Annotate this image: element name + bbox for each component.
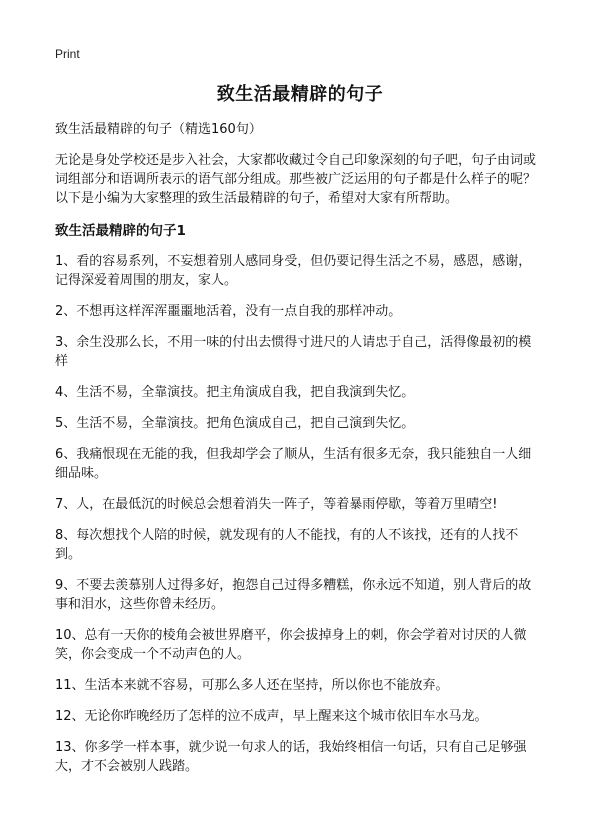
section-heading: 致生活最精辟的句子1 [55,223,186,239]
article-subtitle: 致生活最精辟的句子（精选160句） [55,122,262,137]
list-item: 2、不想再这样浑浑噩噩地活着，没有一点自我的那样冲动。 [55,304,402,319]
list-item: 4、生活不易，全靠演技。把主角演成自我，把自我演到失忆。 [55,385,415,400]
list-item: 6、我痛恨现在无能的我，但我却学会了顺从，生活有很多无奈，我只能独自一人细细品味。 [55,447,532,481]
list-item: 11、生活本来就不容易，可那么多人还在坚持，所以你也不能放弃。 [55,678,449,693]
page-title: 致生活最精辟的句子 [216,84,384,105]
article-intro: 无论是身处学校还是步入社会，大家都收藏过令自己印象深刻的句子吧，句子由词或词组部分和语调所表示的语气部分组成。那些被广泛运用的句子都是什么样子的呢？以下是小编为大家整理的致生活最精辟的句子，希望对大家有所帮助。 [55,153,537,206]
list-item: 1、看的容易系列，不妄想着别人感同身受，但仍要记得生活之不易，感恩，感谢，记得深爱着周围的朋友，家人。 [55,254,532,288]
list-item: 13、你多学一样本事，就少说一句求人的话，我始终相信一句话，只有自己足够强大，才不会被别人践踏。 [55,740,527,774]
list-item: 9、不要去羡慕别人过得多好，抱怨自己过得多糟糕，你永远不知道，别人背后的故事和泪水，这些你曾未经历。 [55,578,532,612]
list-item: 5、生活不易，全靠演技。把角色演成自己，把自己演到失忆。 [55,416,415,431]
article-body [55,120,544,788]
print-link[interactable]: Print [55,47,80,61]
list-item: 10、总有一天你的棱角会被世界磨平，你会拔掉身上的刺，你会学着对讨厌的人微笑，你会变成一个不动声色的人。 [55,628,527,662]
list-item: 8、每次想找个人陪的时候，就发现有的人不能找，有的人不该找，还有的人找不到。 [55,528,519,562]
list-item: 7、人，在最低沉的时候总会想着消失一阵子，等着暴雨停歇，等着万里晴空! [55,497,498,512]
list-item: 3、余生没那么长，不用一味的付出去惯得寸进尺的人请忠于自己，活得像最初的模样 [55,335,532,369]
list-item: 12、无论你昨晚经历了怎样的泣不成声，早上醒来这个城市依旧车水马龙。 [55,709,488,724]
